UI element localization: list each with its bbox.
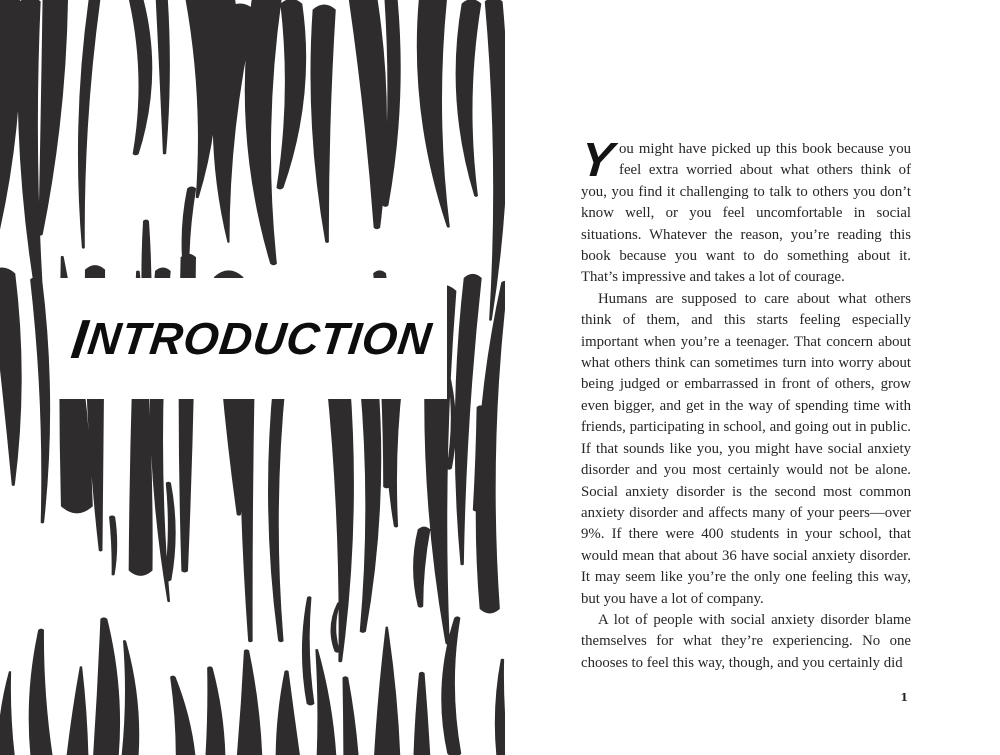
chapter-title — [68, 308, 436, 370]
drop-cap: Y — [578, 134, 616, 187]
right-page — [578, 0, 911, 755]
paragraph-3: A lot of people with social anxiety disorder blame themselves for what they’re experiencing. No one chooses to feel this way, though, and you certainly did — [581, 611, 911, 671]
paragraph-1-text: ou might have picked up this book because you feel extra worried about what others think of you, you find it challenging to talk to others you don’t know well, or you feel uncomfortable in social situations. Whatever the reason, you’re reading this book because you want to do something about it. That’s impressive and takes a lot of courage. — [581, 141, 911, 286]
chapter-title-initial: I — [68, 308, 93, 370]
paragraph-1 — [578, 134, 911, 289]
paragraph-2: Humans are supposed to care about what others think of them, and this starts feeling especially important when you’re a teenager. That concern about what others think can sometimes turn into worry about being judged or embarrassed in front of others, grow even bigger, and get in the way of spending time with friends, participating in school, and going out in public. If that sounds like you, you might have social anxiety disorder and you most certainly would not be alone. Social anxiety disorder is the second most common anxiety disorder and affects many of your peers—over 9%. If there were 400 students in your school, that would mean that about 36 have social anxiety disorder. It may seem like you’re the only one feeling this way, but you have a lot of company. — [581, 290, 911, 607]
chapter-title-rest: NTRODUCTION — [85, 313, 436, 364]
body-text-column — [578, 134, 911, 674]
page-number: 1 — [900, 691, 908, 704]
chapter-title-band — [57, 278, 447, 399]
